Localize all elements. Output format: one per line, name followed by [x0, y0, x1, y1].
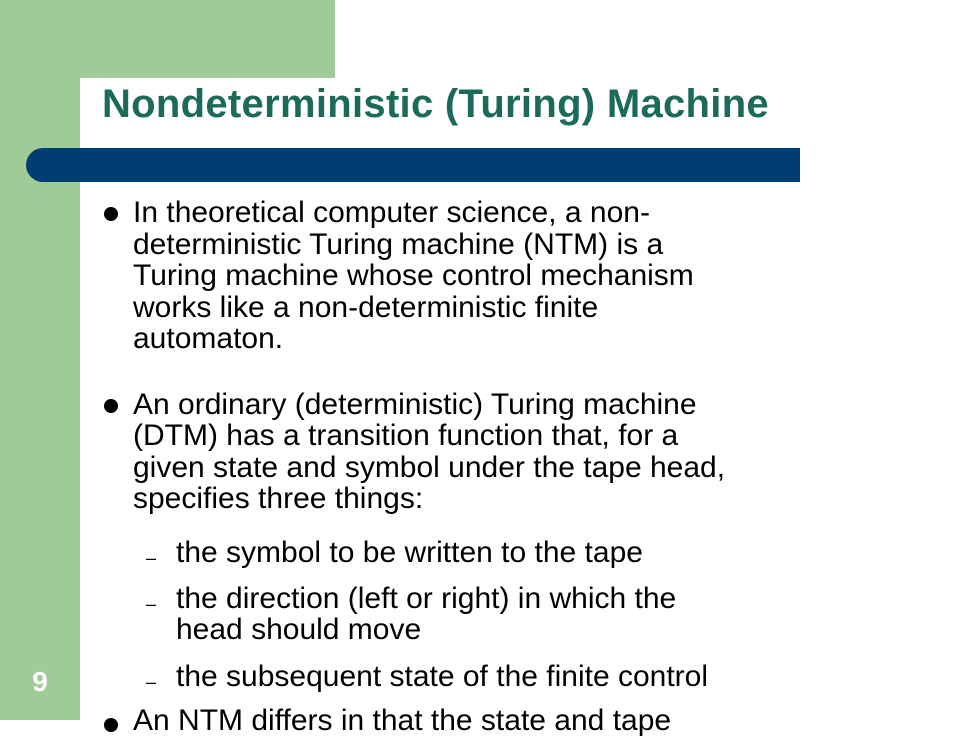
bullet-text-line: (DTM) has a transition function that, for a [133, 419, 679, 452]
bullet-text-line: An ordinary (deterministic) Turing machine [133, 388, 697, 421]
bullet-text-line: automaton. [133, 322, 284, 355]
dash-marker: – [146, 548, 157, 568]
dash-marker: – [146, 594, 157, 614]
bullet-text-line: Turing machine whose control mechanism [133, 259, 694, 292]
slide-title: Nondeterministic (Turing) Machine [102, 82, 769, 126]
bullet-text-line: given state and symbol under the tape head, [133, 451, 726, 484]
page-number: 9 [32, 666, 48, 697]
bullet-dot [104, 399, 118, 413]
bullet-dot [104, 207, 118, 221]
bullet-text-line: In theoretical computer science, a non- [133, 196, 650, 229]
bullet-text-line: works like a non-deterministic finite [133, 291, 599, 324]
sub-bullet-text-line: the symbol to be written to the tape [176, 536, 643, 569]
bullet-text-line: specifies three things: [133, 482, 424, 515]
bullet-text-line: deterministic Turing machine (NTM) is a [133, 228, 664, 261]
bullet-text-line: An NTM differs in that the state and tape [133, 704, 672, 737]
sub-bullet-text-line: head should move [176, 613, 422, 646]
bullet-dot [104, 718, 118, 732]
sub-bullet-text-line: the subsequent state of the finite control [176, 660, 709, 693]
dash-marker: – [146, 672, 157, 692]
sub-bullet-text-line: the direction (left or right) in which the [176, 582, 677, 615]
